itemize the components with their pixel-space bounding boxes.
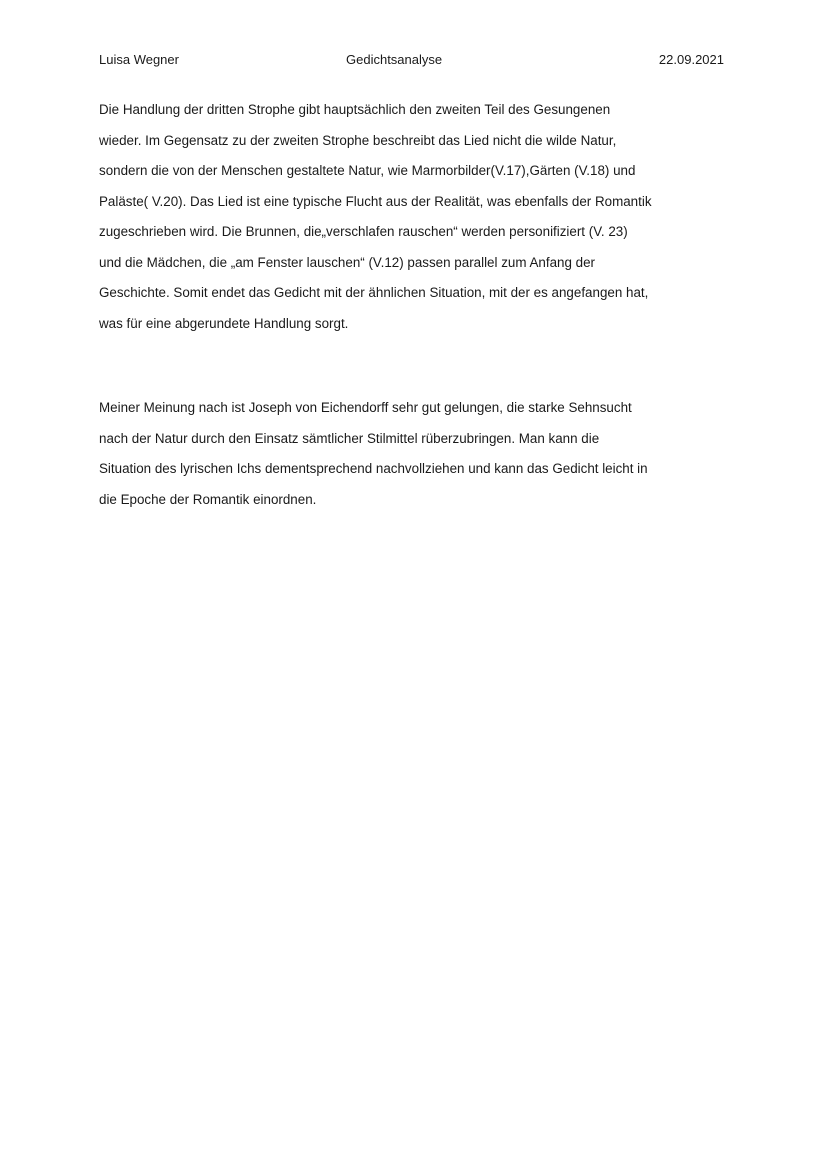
- paragraph-line: Meiner Meinung nach ist Joseph von Eichendorff sehr gut gelungen, die starke Sehnsucht: [99, 400, 632, 415]
- paragraph-line: und die Mädchen, die „am Fenster lauschen“ (V.12) passen parallel zum Anfang der: [99, 254, 595, 270]
- header-author: Luisa Wegner: [99, 52, 179, 67]
- paragraph-line: Paläste( V.20). Das Lied ist eine typische Flucht aus der Realität, was ebenfalls der Romantik: [99, 193, 652, 209]
- paragraph-line: zugeschrieben wird. Die Brunnen, die„verschlafen rauschen“ werden personifiziert (V. 23): [99, 224, 628, 239]
- paragraph-line: was für eine abgerundete Handlung sorgt.: [99, 315, 349, 331]
- page-header: [99, 50, 724, 70]
- header-date: 22.09.2021: [658, 52, 724, 67]
- paragraph-line: die Epoche der Romantik einordnen.: [99, 491, 317, 507]
- paragraph-line: Die Handlung der dritten Strophe gibt hauptsächlich den zweiten Teil des Gesungenen: [99, 102, 611, 117]
- paragraph-line: Situation des lyrischen Ichs dementsprechend nachvollziehen und kann das Gedicht leicht in: [99, 461, 648, 476]
- paragraph-2: [99, 393, 729, 515]
- paragraph-line: wieder. Im Gegensatz zu der zweiten Strophe beschreibt das Lied nicht die wilde Natur,: [99, 132, 617, 148]
- paragraph-line: Geschichte. Somit endet das Gedicht mit der ähnlichen Situation, mit der es angefangen hat,: [99, 285, 649, 300]
- paragraph-line: nach der Natur durch den Einsatz sämtlicher Stilmittel rüberzubringen. Man kann die: [99, 430, 600, 446]
- header-title: Gedichtsanalyse: [346, 52, 443, 67]
- paragraph-1: [99, 95, 729, 339]
- paragraph-line: sondern die von der Menschen gestaltete Natur, wie Marmorbilder(V.17),Gärten (V.18) und: [99, 163, 636, 178]
